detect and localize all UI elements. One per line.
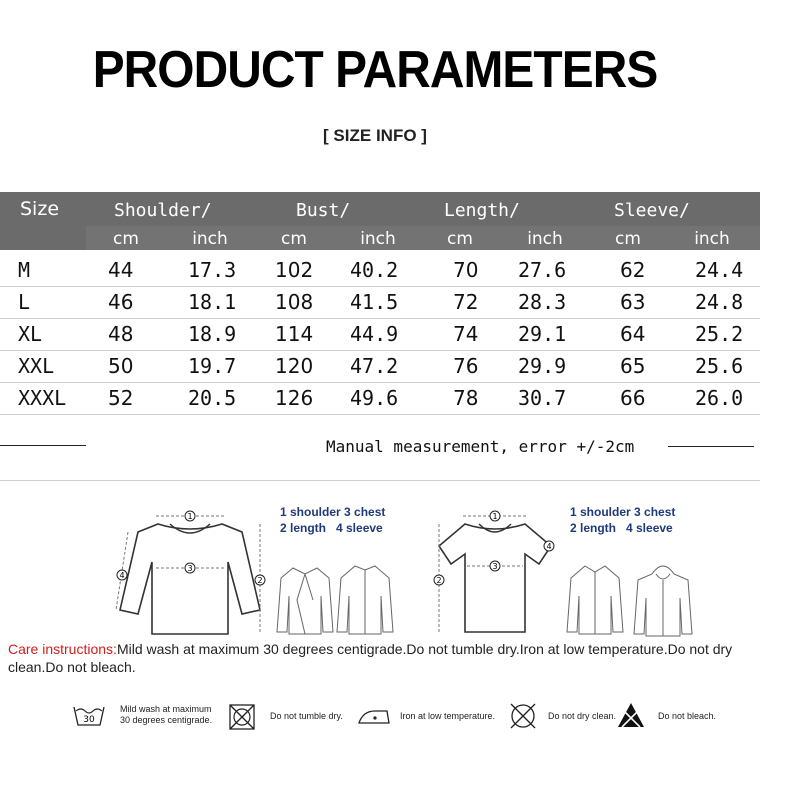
page-subtitle: [ SIZE INFO ] (323, 126, 427, 145)
value-cell: 50 (108, 354, 134, 378)
row-divider (0, 414, 760, 415)
value-cell: 20.5 (188, 386, 237, 410)
value-cell: 49.6 (350, 386, 399, 410)
care-icon-text: Do not tumble dry. (270, 711, 343, 721)
unit-header: inch (360, 229, 396, 249)
section-divider (0, 480, 760, 481)
value-cell: 44 (108, 258, 134, 282)
unit-header: inch (694, 229, 730, 249)
blazer-icon (275, 562, 335, 637)
page-title: PRODUCT PARAMETERS (92, 41, 658, 99)
value-cell: 25.6 (695, 354, 744, 378)
table-unit-row (0, 226, 760, 250)
table-row (0, 382, 760, 414)
value-cell: 44.9 (350, 322, 399, 346)
value-cell: 126 (275, 386, 314, 410)
group-header-bust: Bust/ (296, 200, 351, 221)
legend-left (280, 504, 385, 536)
table-row (0, 286, 760, 318)
no-tumble-dry-icon (228, 703, 256, 731)
value-cell: 18.1 (188, 290, 237, 314)
unit-header: cm (113, 229, 139, 249)
care-icon-line: Mild wash at maximum (120, 704, 212, 714)
value-cell: 66 (620, 386, 646, 410)
value-cell: 24.4 (695, 258, 744, 282)
value-cell: 24.8 (695, 290, 744, 314)
hoodie-icon (632, 560, 694, 638)
long-sleeve-diagram (110, 500, 270, 640)
note-rule-right (668, 446, 754, 447)
value-cell: 47.2 (350, 354, 399, 378)
size-cell: M (18, 258, 31, 282)
value-cell: 48 (108, 322, 134, 346)
value-cell: 78 (453, 386, 479, 410)
unit-header: cm (281, 229, 307, 249)
group-header-sleeve: Sleeve/ (614, 200, 690, 221)
group-header-length: Length/ (444, 200, 520, 221)
value-cell: 64 (620, 322, 646, 346)
value-cell: 30.7 (518, 386, 567, 410)
measurement-note: Manual measurement, error +/-2cm (326, 437, 635, 456)
legend-right (570, 504, 675, 536)
value-cell: 62 (620, 258, 646, 282)
marker-3: 3 (492, 562, 498, 571)
marker-3: 3 (187, 564, 193, 573)
care-icon-text: Iron at low temperature. (400, 711, 496, 721)
value-cell: 25.2 (695, 322, 744, 346)
table-row (0, 318, 760, 350)
size-cell: L (18, 290, 31, 314)
value-cell: 120 (275, 354, 314, 378)
care-instructions (8, 640, 788, 676)
tshirt-diagram (425, 500, 565, 640)
unit-header: inch (192, 229, 228, 249)
legend-line: 1 shoulder 3 chest (280, 505, 386, 519)
shirt-icon (565, 562, 625, 637)
value-cell: 63 (620, 290, 646, 314)
legend-line: 2 length 4 sleeve (280, 521, 383, 535)
marker-1: 1 (187, 512, 193, 521)
note-rule-left (0, 445, 86, 446)
marker-4: 4 (546, 542, 552, 551)
care-icon-text: Do not bleach. (658, 711, 717, 721)
value-cell: 65 (620, 354, 646, 378)
value-cell: 46 (108, 290, 134, 314)
value-cell: 41.5 (350, 290, 399, 314)
unit-header: cm (615, 229, 641, 249)
jacket-icon (335, 562, 395, 637)
size-cell: XL (18, 322, 43, 346)
sweater-outline (120, 524, 263, 634)
wash-30-icon (72, 703, 106, 729)
care-icon-text: Do not dry clean. (548, 711, 617, 721)
value-cell: 27.6 (518, 258, 567, 282)
value-cell: 74 (453, 322, 479, 346)
size-header: Size (20, 198, 60, 220)
value-cell: 26.0 (695, 386, 744, 410)
value-cell: 70 (453, 258, 479, 282)
table-row (0, 350, 760, 382)
value-cell: 52 (108, 386, 134, 410)
marker-1: 1 (492, 512, 498, 521)
care-icon-text (120, 704, 212, 726)
no-bleach-icon (616, 701, 646, 729)
iron-low-icon (355, 705, 391, 727)
size-cell: XXL (18, 354, 55, 378)
legend-line: 2 length 4 sleeve (570, 521, 673, 535)
marker-2: 2 (436, 576, 442, 585)
tshirt-neckline (479, 524, 511, 532)
value-cell: 72 (453, 290, 479, 314)
value-cell: 28.3 (518, 290, 567, 314)
value-cell: 18.9 (188, 322, 237, 346)
no-dry-clean-icon (508, 701, 538, 731)
value-cell: 29.9 (518, 354, 567, 378)
value-cell: 108 (275, 290, 314, 314)
wash-temp: 30 (83, 715, 95, 725)
table-header-row (0, 192, 760, 226)
value-cell: 19.7 (188, 354, 237, 378)
value-cell: 114 (275, 322, 314, 346)
size-cell: XXXL (18, 386, 67, 410)
unit-header: cm (447, 229, 473, 249)
legend-line: 1 shoulder 3 chest (570, 505, 676, 519)
marker-2: 2 (257, 576, 263, 585)
marker-4: 4 (119, 571, 125, 580)
value-cell: 17.3 (188, 258, 237, 282)
tshirt-outline (439, 524, 551, 632)
value-cell: 76 (453, 354, 479, 378)
unit-header: inch (527, 229, 563, 249)
value-cell: 40.2 (350, 258, 399, 282)
care-text: Mild wash at maximum 30 degrees centigrade.Do not tumble dry.Iron at low temperature.Do not dry clean.Do not bleach. (8, 641, 733, 675)
care-icons-row (0, 695, 800, 745)
value-cell: 29.1 (518, 322, 567, 346)
value-cell: 102 (275, 258, 314, 282)
care-label: Care instructions: (8, 641, 117, 657)
care-icon-line: 30 degrees centigrade. (120, 715, 213, 725)
group-header-shoulder: Shoulder/ (114, 200, 212, 221)
table-row (0, 254, 760, 286)
